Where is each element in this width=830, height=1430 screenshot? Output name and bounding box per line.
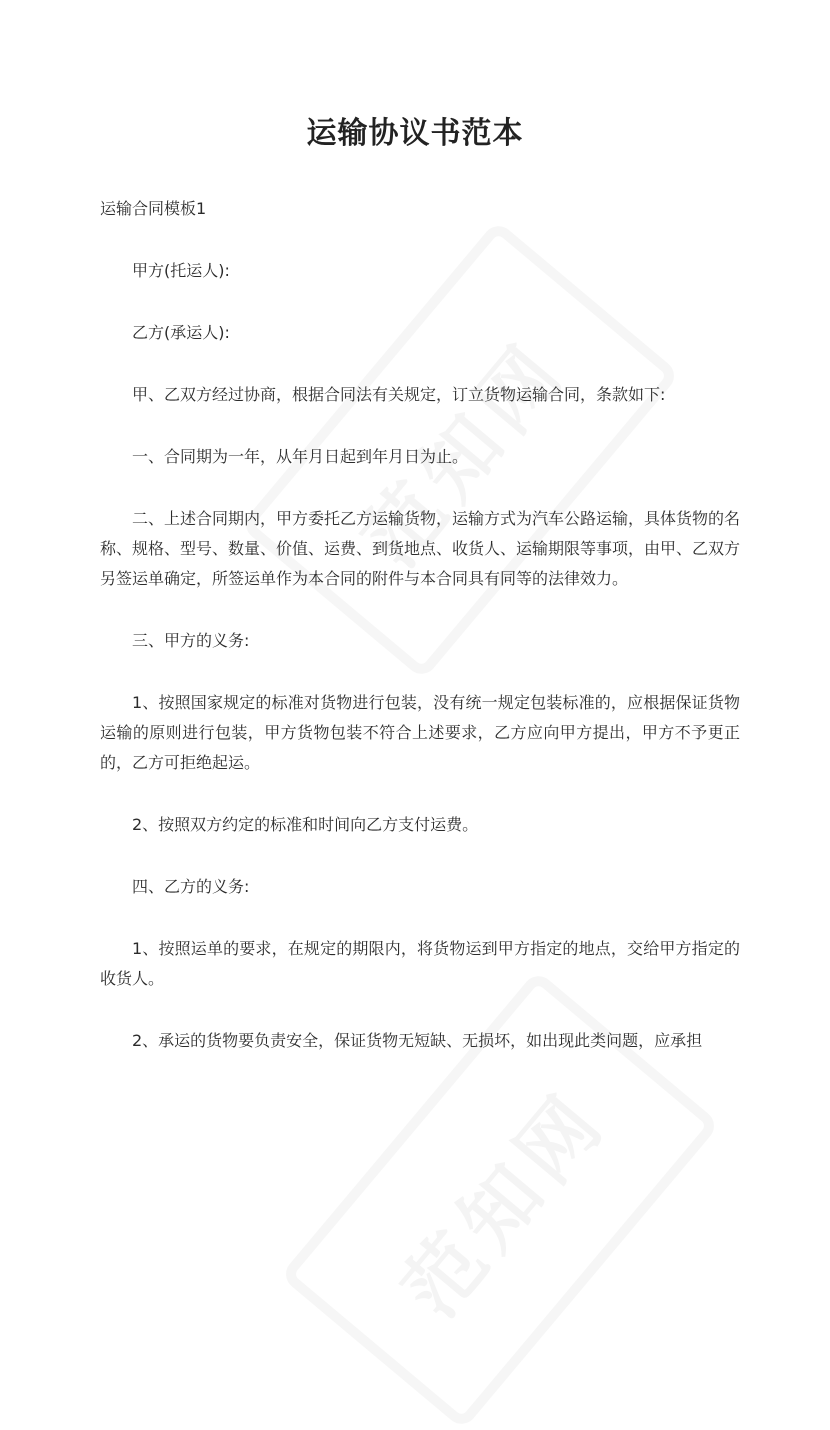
paragraph-clause-4-heading: 四、乙方的义务: <box>132 877 250 896</box>
paragraph-preamble: 甲、乙双方经过协商，根据合同法有关规定，订立货物运输合同，条款如下: <box>132 385 666 404</box>
paragraph-template-heading: 运输合同模板1 <box>100 199 207 218</box>
paragraph-clause-4-item-2: 2、承运的货物要负责安全，保证货物无短缺、无损坏，如出现此类问题，应承担 <box>132 1031 703 1050</box>
paragraph-clause-3-heading: 三、甲方的义务: <box>132 631 250 650</box>
paragraph-party-b: 乙方(承运人): <box>132 323 230 342</box>
paragraph-clause-2: 二、上述合同期内，甲方委托乙方运输货物，运输方式为汽车公路运输，具体货物的名称、规格、型号、数量、价值、运费、到货地点、收货人、运输期限等事项，由甲、乙双方另签运单确定，所签运单作为本合同的附件与本合同具有同等的法律效力。 <box>100 509 741 588</box>
paragraph-clause-3-item-2: 2、按照双方约定的标准和时间向乙方支付运费。 <box>132 815 479 834</box>
paragraph-clause-1: 一、合同期为一年，从年月日起到年月日为止。 <box>132 447 469 466</box>
paragraph-party-a: 甲方(托运人): <box>132 261 230 280</box>
document-body <box>100 194 740 1088</box>
document-title: 运输协议书范本 <box>306 116 524 151</box>
paragraph-clause-3-item-1: 1、按照国家规定的标准对货物进行包装，没有统一规定包装标准的，应根据保证货物运输的原则进行包装，甲方货物包装不符合上述要求，乙方应向甲方提出，甲方不予更正的，乙方可拒绝起运。 <box>100 693 740 772</box>
paragraph-clause-4-item-1: 1、按照运单的要求，在规定的期限内，将货物运到甲方指定的地点，交给甲方指定的收货人。 <box>100 939 740 988</box>
